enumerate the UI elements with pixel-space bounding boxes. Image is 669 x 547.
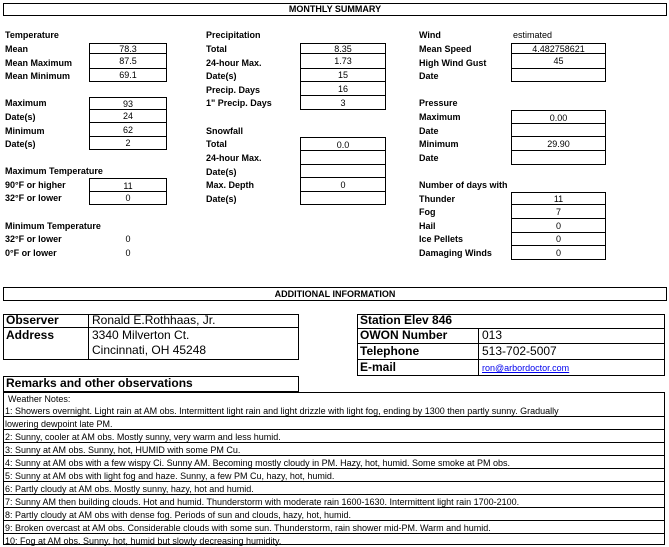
temp-min-dates-value: 2: [89, 137, 167, 150]
precip-inch-days-label: 1" Precip. Days: [206, 98, 272, 108]
thunder-value: 11: [511, 192, 606, 205]
address-label: Address: [6, 328, 55, 342]
wind-mean-speed-value: 4.482758621: [511, 43, 606, 54]
min-temp-le0-value: 0: [125, 248, 131, 258]
thunder-label: Thunder: [419, 194, 455, 204]
telephone-value: 513-702-5007: [482, 344, 557, 358]
address-line2: Cincinnati, OH 45248: [92, 343, 207, 357]
precip-days-label: Precip. Days: [206, 85, 261, 95]
hail-label: Hail: [419, 221, 436, 231]
precip-dates-value: 15: [300, 69, 386, 82]
days-with-heading: Number of days with: [419, 180, 508, 190]
owon-value: 013: [482, 328, 503, 342]
pressure-max-label: Maximum: [419, 112, 461, 122]
wind-date-label: Date: [419, 71, 439, 81]
snow-depth-dates-label: Date(s): [206, 194, 237, 204]
remark-line: 2: Sunny, cooler at AM obs. Mostly sunny, very warm and less humid.: [3, 431, 665, 443]
owon-label: OWON Number: [360, 328, 448, 342]
damaging-winds-label: Damaging Winds: [419, 248, 492, 258]
temp-max-dates-label: Date(s): [5, 112, 36, 122]
precip-max24-label: 24-hour Max.: [206, 58, 262, 68]
remark-line: 1: Showers overnight. Light rain at AM obs. Intermittent light rain and light drizzle with light fog, ending by 1300 then partly sunny. Gradually: [3, 405, 665, 417]
snow-total-value: 0.0: [300, 137, 386, 151]
ice-pellets-value: 0: [511, 233, 606, 246]
snowfall-heading: Snowfall: [206, 126, 244, 136]
temp-mean-min-label: Mean Minimum: [5, 71, 71, 81]
temp-mean-max-value: 87.5: [89, 54, 167, 69]
pressure-max-value: 0.00: [511, 110, 606, 124]
temp-minimum-value: 62: [89, 123, 167, 137]
temp-mean-min-value: 69.1: [89, 69, 167, 82]
snow-dates-value: [300, 165, 386, 178]
temp-max-dates-value: 24: [89, 110, 167, 123]
max-temp-heading: Maximum Temperature: [5, 166, 103, 176]
wind-date-value: [511, 69, 606, 82]
snow-depth-dates-value: [300, 192, 386, 205]
wind-gust-label: High Wind Gust: [419, 58, 487, 68]
precip-dates-label: Date(s): [206, 71, 237, 81]
wind-gust-value: 45: [511, 54, 606, 69]
temp-maximum-value: 93: [89, 97, 167, 110]
pressure-min-value: 29.90: [511, 137, 606, 151]
precip-inch-days-value: 3: [300, 96, 386, 110]
remark-line: 7: Sunny AM then building clouds. Hot and humid. Thunderstorm with moderate rain 1600-1630. Intermittent light rain 1700-2100.: [3, 496, 665, 508]
precip-total-label: Total: [206, 44, 227, 54]
snow-max24-value: [300, 151, 386, 165]
weather-notes-heading: Weather Notes:: [8, 394, 71, 404]
monthly-summary-title: MONTHLY SUMMARY: [3, 3, 667, 16]
precip-total-value: 8.35: [300, 43, 386, 54]
pressure-max-date-label: Date: [419, 126, 439, 136]
remark-line: 4: Sunny at AM obs with a few wispy Ci. Sunny AM. Becoming mostly cloudy in PM. Hazy, hot, humid. Some smoke at PM obs.: [3, 457, 665, 469]
precip-heading: Precipitation: [206, 30, 261, 40]
temp-minimum-label: Minimum: [5, 126, 45, 136]
telephone-label: Telephone: [360, 344, 420, 358]
pressure-min-date-label: Date: [419, 153, 439, 163]
observer-col-divider: [88, 314, 89, 360]
remark-line: 6: Partly cloudy at AM obs. Mostly sunny, hazy, hot and humid.: [3, 483, 665, 495]
pressure-min-label: Minimum: [419, 139, 459, 149]
snow-max-depth-value: 0: [300, 178, 386, 192]
temp-maximum-label: Maximum: [5, 98, 47, 108]
min-temp-le0-label: 0°F or lower: [5, 248, 57, 258]
fog-value: 7: [511, 205, 606, 219]
observer-value: Ronald E.Rothhaas, Jr.: [92, 313, 216, 327]
remark-line: 8: Partly cloudy at AM obs with dense fog. Periods of sun and clouds, hazy, hot, humid.: [3, 509, 665, 521]
precip-max24-value: 1.73: [300, 54, 386, 69]
temp-mean-value: 78.3: [89, 43, 167, 54]
remarks-title: Remarks and other observations: [6, 376, 193, 390]
observer-label: Observer: [6, 313, 59, 327]
min-temp-le32-value: 0: [125, 234, 131, 244]
temperature-heading: Temperature: [5, 30, 59, 40]
snow-dates-label: Date(s): [206, 167, 237, 177]
station-row-divider-3: [357, 359, 665, 360]
remark-line: 3: Sunny at AM obs. Sunny, hot, HUMID with some PM Cu.: [3, 444, 665, 456]
snow-total-label: Total: [206, 139, 227, 149]
precip-days-value: 16: [300, 82, 386, 96]
max-temp-ge90-label: 90°F or higher: [5, 180, 66, 190]
min-temp-le32-label: 32°F or lower: [5, 234, 62, 244]
max-temp-le32-label: 32°F or lower: [5, 193, 62, 203]
remark-line: 9: Broken overcast at AM obs. Considerable clouds with some sun. Thunderstorm, rain shower mid-PM. Warm and humid.: [3, 522, 665, 534]
wind-heading: Wind: [419, 30, 441, 40]
temp-mean-label: Mean: [5, 44, 29, 54]
hail-value: 0: [511, 219, 606, 233]
station-col-divider: [478, 328, 479, 376]
ice-pellets-label: Ice Pellets: [419, 234, 464, 244]
max-temp-ge90-value: 11: [89, 178, 167, 192]
email-link[interactable]: ron@arbordoctor.com: [482, 363, 570, 373]
pressure-heading: Pressure: [419, 98, 458, 108]
damaging-winds-value: 0: [511, 246, 606, 260]
min-temp-heading: Minimum Temperature: [5, 221, 101, 231]
remark-line: lowering dewpoint late PM.: [3, 418, 665, 430]
fog-label: Fog: [419, 207, 436, 217]
station-elev-label: Station Elev 846: [360, 313, 453, 327]
remark-line: 5: Sunny at AM obs with light fog and haze. Sunny, a few PM Cu, hazy, hot, humid.: [3, 470, 665, 482]
pressure-max-date-value: [511, 124, 606, 137]
temp-mean-max-label: Mean Maximum: [5, 58, 73, 68]
wind-mean-speed-label: Mean Speed: [419, 44, 472, 54]
remark-line: 10: Fog at AM obs. Sunny, hot, humid but slowly decreasing humidity.: [5, 536, 282, 546]
address-line1: 3340 Milverton Ct.: [92, 328, 190, 342]
email-label: E-mail: [360, 360, 397, 374]
wind-estimated-note: estimated: [513, 30, 553, 40]
max-temp-le32-value: 0: [89, 192, 167, 205]
pressure-min-date-value: [511, 151, 606, 165]
temp-min-dates-label: Date(s): [5, 139, 36, 149]
snow-max-depth-label: Max. Depth: [206, 180, 255, 190]
additional-info-title: ADDITIONAL INFORMATION: [3, 287, 667, 301]
snow-max24-label: 24-hour Max.: [206, 153, 262, 163]
